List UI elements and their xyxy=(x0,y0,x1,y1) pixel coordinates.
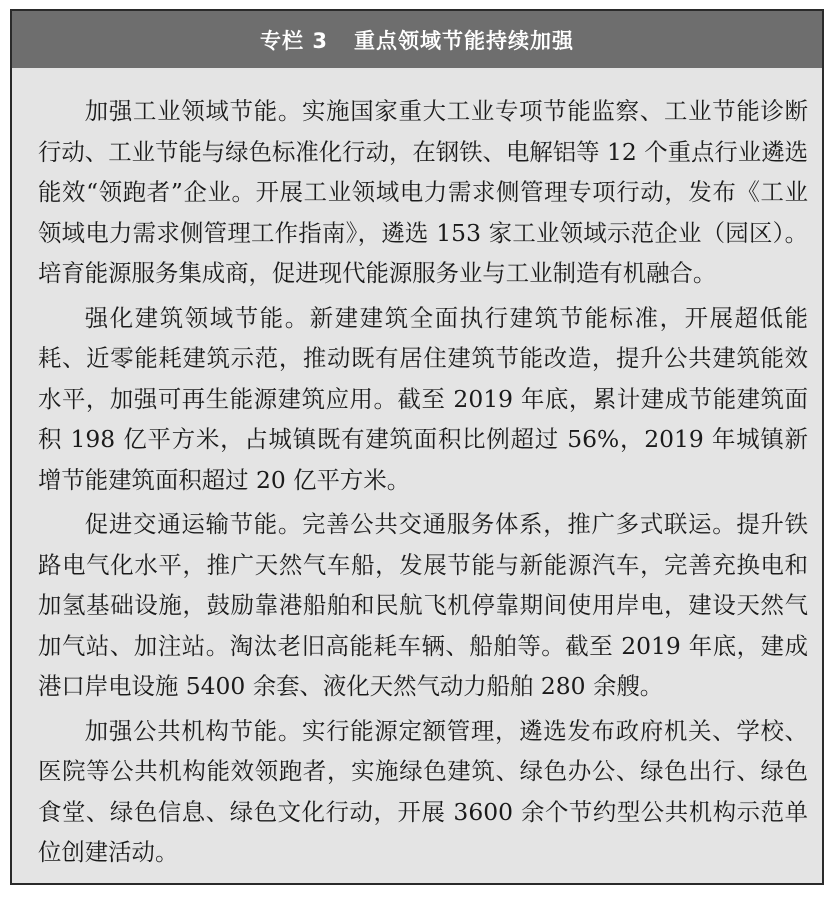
column-box xyxy=(10,9,824,885)
column-label: 专栏 3 xyxy=(260,28,328,53)
paragraph-industry: 加强工业领域节能。实施国家重大工业专项节能监察、工业节能诊断行动、工业节能与绿色标准化行动，在钢铁、电解铝等 12 个重点行业遴选能效“领跑者”企业。开展工业领域电力需求侧管理专项行动，发布《工业领域电力需求侧管理工作指南》，遴选 153 家工业领域示范企业（园区）。培育能源服务集成商，促进现代能源服务业与工业制造有机融合。 xyxy=(38,97,808,287)
paragraph-public-institutions: 加强公共机构节能。实行能源定额管理，遴选发布政府机关、学校、医院等公共机构能效领跑者，实施绿色建筑、绿色办公、绿色出行、绿色食堂、绿色信息、绿色文化行动，开展 3600 余个节约型公共机构示范单位创建活动。 xyxy=(38,716,808,866)
column-title: 重点领域节能持续加强 xyxy=(353,28,574,53)
column-body xyxy=(12,68,822,873)
column-header xyxy=(12,11,822,68)
paragraph-building: 强化建筑领域节能。新建建筑全面执行建筑节能标准，开展超低能耗、近零能耗建筑示范，推动既有居住建筑节能改造，提升公共建筑能效水平，加强可再生能源建筑应用。截至 2019 年底，累计建成节能建筑面积 198 亿平方米，占城镇既有建筑面积比例超过 56%，2019 年城镇新增节能建筑面积超过 20 亿平方米。 xyxy=(38,303,808,494)
paragraph-transport: 促进交通运输节能。完善公共交通服务体系，推广多式联运。提升铁路电气化水平，推广天然气车船，发展节能与新能源汽车，完善充换电和加氢基础设施，鼓励靠港船舶和民航飞机停靠期间使用岸电，建设天然气加气站、加注站。淘汰老旧高能耗车辆、船舶等。截至 2019 年底，建成港口岸电设施 5400 余套、液化天然气动力船舶 280 余艘。 xyxy=(38,510,808,700)
